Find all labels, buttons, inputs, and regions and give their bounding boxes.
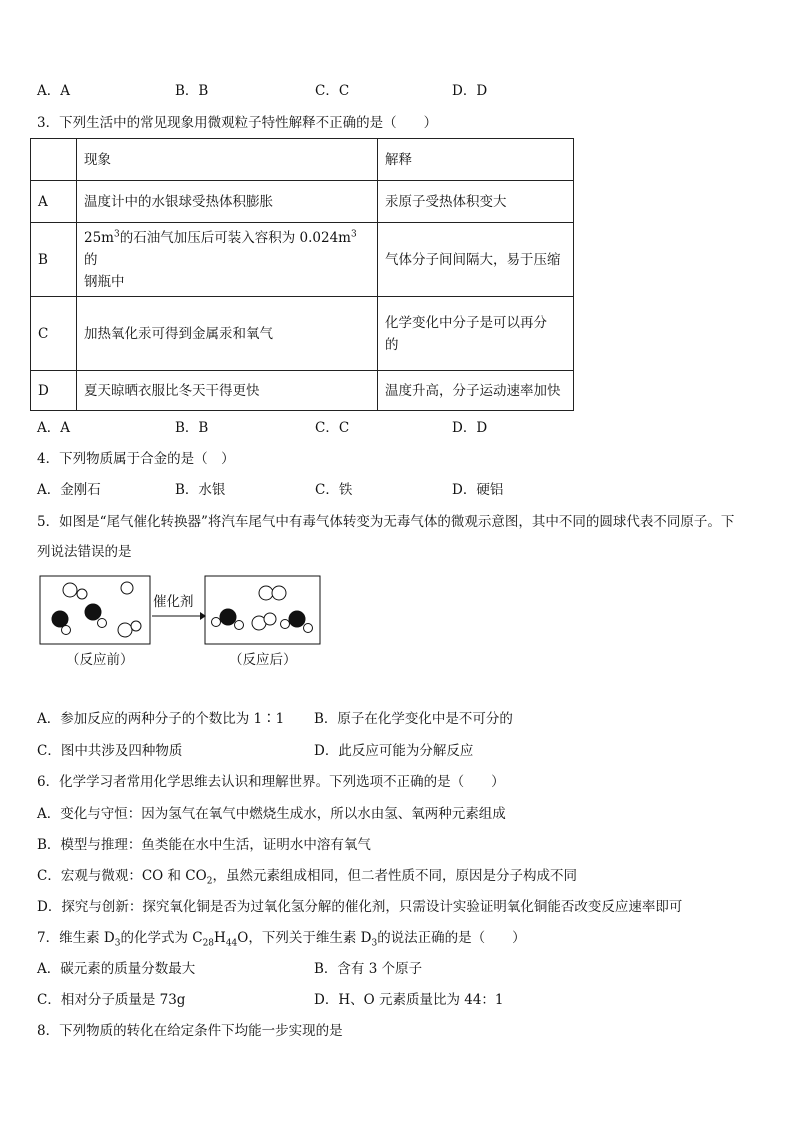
superscript: 3: [350, 229, 357, 239]
q2-option-c[interactable]: C．C: [315, 83, 350, 99]
table-row: [31, 297, 574, 371]
superscript: 3: [113, 229, 120, 239]
q3-option-b[interactable]: B．B: [175, 420, 209, 436]
white-atom: [304, 624, 313, 633]
before-molecules: [52, 582, 141, 637]
white-atom: [272, 586, 286, 600]
q7-option-b[interactable]: B．含有 3 个原子: [314, 961, 423, 977]
subscript: 2: [206, 876, 213, 887]
table-header-cell: 解释: [378, 139, 574, 181]
explanation-cell: 温度升高，分子运动速率加快: [378, 371, 574, 411]
white-atom: [264, 613, 276, 625]
table-header-row: [31, 139, 574, 181]
q5-option-c[interactable]: C．图中共涉及四种物质: [37, 743, 183, 759]
white-atom: [281, 620, 290, 629]
subscript: 44: [225, 938, 238, 949]
stem-text: 7．维生素 D: [37, 930, 115, 946]
q6-option-c[interactable]: [37, 867, 577, 885]
table-row: [31, 181, 574, 223]
q7-option-d[interactable]: D．H、O 元素质量比为 44：1: [314, 992, 504, 1008]
q2-option-b[interactable]: B．B: [175, 83, 209, 99]
table-row: [31, 371, 574, 411]
q8-stem: 8．下列物质的转化在给定条件下均能一步实现的是: [37, 1023, 343, 1039]
white-atom: [131, 621, 141, 631]
white-atom: [98, 619, 107, 628]
stem-text: 的说法正确的是（ ）: [377, 930, 526, 946]
row-label: D: [31, 371, 77, 411]
explanation-text: 化学变化中分子是可以再分: [385, 314, 547, 331]
stem-text: O，下列关于维生素 D: [237, 930, 372, 946]
q3-option-c[interactable]: C．C: [315, 420, 350, 436]
q2-option-a[interactable]: A．A: [37, 83, 70, 99]
phenomenon-text: 的石油气加压后可装入容积为 0.024m: [119, 229, 351, 246]
q7-option-a[interactable]: A．碳元素的质量分数最大: [37, 961, 196, 977]
q6-stem: 6．化学学习者常用化学思维去认识和理解世界。下列选项不正确的是（ ）: [37, 774, 505, 790]
q4-option-a[interactable]: A．金刚石: [37, 482, 101, 498]
table-row: [31, 223, 574, 297]
q4-stem: 4．下列物质属于合金的是（ ）: [37, 451, 235, 467]
stem-text: 的化学式为 C: [120, 930, 203, 946]
phenomenon-cell: [77, 223, 378, 297]
subscript: 3: [371, 938, 378, 949]
white-atom: [212, 618, 221, 627]
q3-option-a[interactable]: A．A: [37, 420, 70, 436]
q5-option-a[interactable]: A．参加反应的两种分子的个数比为 1∶1: [37, 711, 285, 727]
table-header-cell: [31, 139, 77, 181]
q7-option-c[interactable]: C．相对分子质量是 73g: [37, 992, 186, 1008]
white-atom: [235, 621, 244, 630]
subscript: 28: [202, 938, 215, 949]
q3-option-d[interactable]: D．D: [452, 420, 488, 436]
q4-option-d[interactable]: D．硬铝: [452, 482, 504, 498]
option-text: C．宏观与微观：CO 和 CO: [37, 868, 207, 884]
after-box: [205, 576, 320, 644]
white-atom: [77, 589, 87, 599]
black-atom: [289, 611, 305, 627]
phenomenon-text: 25m: [84, 229, 114, 246]
explanation-text: 的: [385, 336, 399, 353]
phenomenon-cell: 夏天晾晒衣服比冬天干得更快: [77, 371, 378, 411]
q4-option-b[interactable]: B．水银: [175, 482, 226, 498]
q5-option-d[interactable]: D．此反应可能为分解反应: [314, 743, 474, 759]
q2-option-d[interactable]: D．D: [452, 83, 488, 99]
row-label: B: [31, 223, 77, 297]
q4-option-c[interactable]: C．铁: [315, 482, 353, 498]
q5-stem: 5．如图是“尾气催化转换器”将汽车尾气中有毒气体转变为无毒气体的微观示意图，其中不同的圆球代表不同原子。下: [37, 514, 735, 530]
q5-stem-continued: 列说法错误的是: [37, 544, 132, 560]
explanation-cell: [378, 297, 574, 371]
black-atom: [85, 604, 101, 620]
phenomenon-text: 的: [84, 251, 98, 268]
white-atom: [62, 626, 71, 635]
phenomenon-text: 钢瓶中: [84, 273, 125, 290]
phenomenon-cell: 加热氧化汞可得到金属汞和氧气: [77, 297, 378, 371]
subscript: 3: [114, 938, 121, 949]
table-header-cell: 现象: [77, 139, 378, 181]
q3-stem: 3．下列生活中的常见现象用微观粒子特性解释不正确的是（ ）: [37, 115, 438, 131]
reaction-diagram: [30, 570, 330, 674]
row-label: C: [31, 297, 77, 371]
black-atom: [52, 611, 68, 627]
q7-stem: [37, 929, 526, 947]
explanation-cell: 气体分子间间隔大，易于压缩: [378, 223, 574, 297]
white-atom: [118, 623, 132, 637]
q6-option-a[interactable]: A．变化与守恒：因为氢气在氧气中燃烧生成水，所以水由氢、氧两种元素组成: [37, 806, 506, 822]
q5-option-b[interactable]: B．原子在化学变化中是不可分的: [314, 711, 513, 727]
q6-option-d[interactable]: D．探究与创新：探究氧化铜是否为过氧化氢分解的催化剂，只需设计实验证明氧化铜能否改变反应速率即可: [37, 899, 683, 915]
row-label: A: [31, 181, 77, 223]
catalyst-label: 催化剂: [153, 594, 194, 610]
white-atom: [259, 586, 273, 600]
white-atom: [121, 582, 133, 594]
stem-text: H: [214, 930, 226, 946]
option-text: ，虽然元素组成相同，但二者性质不同，原因是分子构成不同: [212, 868, 577, 884]
phenomenon-cell: 温度计中的水银球受热体积膨胀: [77, 181, 378, 223]
explanation-cell: 汞原子受热体积变大: [378, 181, 574, 223]
after-label: （反应后）: [229, 652, 297, 668]
q6-option-b[interactable]: B．模型与推理：鱼类能在水中生活，证明水中溶有氧气: [37, 837, 371, 853]
q3-table: [30, 138, 574, 411]
after-molecules: [212, 586, 313, 633]
before-label: （反应前）: [66, 652, 134, 668]
black-atom: [220, 609, 236, 625]
white-atom: [63, 583, 77, 597]
